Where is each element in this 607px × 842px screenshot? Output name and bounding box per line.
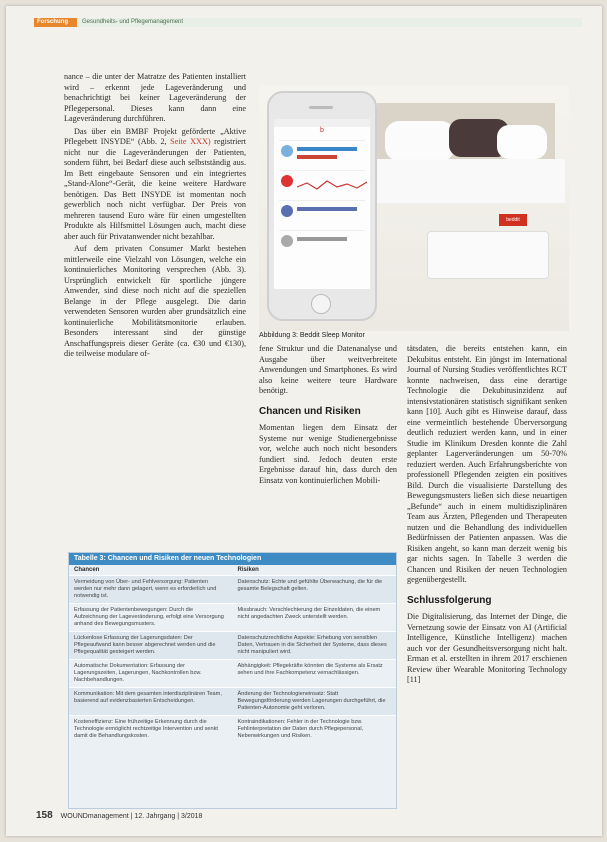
table-cell: Kontraindikationen: Fehler in der Technologie bzw. Fehlinterpretation der Daten durch Pflegepersonal, Nebenwirkungen und Risiken. bbox=[237, 719, 364, 739]
paragraph-text: registriert nicht nur die Lageveränderungen der Patienten, sondern führt, bei Bedarf diese auch selbstständig aus. Im Bett eingebaute Sensoren und ein integriertes „Stand-Alone“-Gerät, die keine weitere Hardware benötigen. Das Bett INSYDE ist momentan noch gewerblich noch nicht verfügbar. Der Preis von mehreren tausend Euro wäre für einen umgestellten Produkte als Hilfsmittel Lösungen auch, macht diese aber auch für Privatanwender nicht bezahlbar. bbox=[64, 137, 246, 241]
section-heading: Schlussfolgerung bbox=[407, 594, 492, 606]
table-cell: Lückenlose Erfassung der Lagerungsdaten: Der Pflegeaufwand kann besser abgerechnet werden und die Pflegequalität gesteigert werden. bbox=[74, 635, 216, 655]
paragraph: tätsdaten, die bereits entstehen kann, ein Dekubitus entsteht. Ein jüngst im International Journal of Nursing Studies veröffentlichtes RCT konnte nachweisen, dass eine derartige Technologie die Dekubitusinzidenz auf intensivstationären statistisch signifikant senken kann [10]. Auch gibt es Hinweise darauf, dass eine vermeintlich bestehende Überversorgung deutlich reduziert werden kann, und in einer Studie im Klinikum Dresden konnte die Zahl geplanter Lagerveränderungen um 50-70% reduziert werden. Auch Erfahrungsberichte von professionell Pflegenden zeigten ein positives Bild. Durch die visualisierte Darstellung des Bewegungsmusters ließen sich diese neuartigen „Befunde“ auch in einem multidisziplinären Team aus Ärzten, Pflegenden und Therapeuten nutzen und die Behandlung des individuellen Bedürfnissen der Patienten anpassen. Was die Risiken angeht, so kann man derzeit wenig bis gar nichts sagen. In Tabelle 3 werden die Chancen und Risiken der neuen Technologien gegenübergestellt. bbox=[407, 344, 567, 584]
paragraph-text: Das über ein BMBF Projekt geförderte „Aktive Pflegebett INSYDE“ (Abb. 2, bbox=[64, 126, 246, 146]
page-header bbox=[34, 18, 582, 27]
table-cell: Datenschutzrechtliche Aspekte: Erhebung von sensiblen Daten, Vertrauen in die Sicherheit der Systeme, dass dieses nicht manipuliert wird. bbox=[237, 635, 387, 655]
table-header bbox=[69, 565, 396, 575]
duvet bbox=[377, 159, 565, 203]
figure-caption: Abbildung 3: Beddit Sleep Monitor bbox=[259, 332, 365, 339]
heart-section bbox=[279, 170, 365, 197]
heart-icon bbox=[281, 175, 293, 187]
table-row bbox=[69, 631, 396, 659]
heart-rate-graph bbox=[297, 175, 367, 195]
breath-section bbox=[279, 200, 365, 227]
paragraph: Momentan liegen dem Einsatz der Systeme nur wenige Studienergebnisse vor, welche auch noch nicht besonders fundiert sind. Jedoch deuten erste Ergebnisse darauf hin, dass durch den Einsatz von kontinuierlichen Mobili- bbox=[259, 423, 397, 485]
moon-icon bbox=[281, 235, 293, 247]
app-screen bbox=[274, 119, 370, 289]
table-cell: Kommunikation: Mit dem gesamten interdisziplinären Team, basierend auf evidenzbasierten Entscheidungen. bbox=[74, 691, 222, 704]
table-cell: Datenschutz: Echte und gefühlte Überwachung, die für die gesamte Belegschaft gelten. bbox=[237, 579, 383, 592]
table-row bbox=[69, 603, 396, 631]
sleep-section bbox=[279, 140, 365, 167]
page-number: 158 bbox=[36, 810, 53, 821]
table-body bbox=[69, 575, 396, 743]
table-cell: Automatische Dokumentation: Erfassung der Lagerungszeiten, Lagerungen, Nachkontrollen bzw. Nachbehandlungen. bbox=[74, 663, 202, 683]
summary-section bbox=[279, 230, 365, 257]
table-cell: Vermeidung von Über- und Fehlversorgung: Patienten werden nur mehr dann gelagert, wenn es erforderlich und notwendig ist. bbox=[74, 579, 217, 599]
section-tag: Forschung bbox=[34, 18, 77, 27]
sleep-monitor-device bbox=[427, 231, 549, 279]
text-column-1 bbox=[64, 72, 246, 362]
reference-link[interactable]: Seite XXX) bbox=[170, 137, 211, 146]
breath-bar bbox=[297, 207, 357, 211]
journal-info: WOUNDmanagement | 12. Jahrgang | 3/2018 bbox=[60, 813, 203, 820]
paragraph: Auf dem privaten Consumer Markt bestehen mittlerweile eine Vielzahl von Lösungen, welche ein kontinuierliches Monitoring versprechen (Abb. 3). Ursprünglich entwickelt für sportliche jüngere Anwender, sind diese noch nicht auf die speziellen Belange in der Pflege ausgelegt. Die darin verwendeten Sensoren wurden aber grundsätzlich eine kontinuierliche Mobilitätsmonitorie erlauben. Besonders interessant sind der günstige Anschaffungspreis dieser Geräte (ca. €30 und €130), die teilweise modulare of- bbox=[64, 244, 246, 358]
table-row bbox=[69, 575, 396, 603]
sleep-bar bbox=[297, 147, 357, 151]
status-bar bbox=[274, 119, 370, 127]
column-header-chances: Chancen bbox=[74, 567, 100, 573]
cloud-icon bbox=[281, 145, 293, 157]
table-row bbox=[69, 687, 396, 715]
text-column-3 bbox=[407, 344, 567, 688]
paragraph: nance – die unter der Matratze des Patienten installiert wird – erkennt jede Lageveränderung und benachrichtigt bei keiner Lageveränderung der Pflegepersonal. Dieses kann dann eine Lageveränderung durchführen. bbox=[64, 72, 246, 123]
phone-speaker bbox=[309, 106, 333, 109]
sleep-bar bbox=[297, 155, 337, 159]
figure-beddit bbox=[259, 85, 569, 331]
lungs-icon bbox=[281, 205, 293, 217]
table-cell: Missbrauch: Verschlechterung der Einzeldaten, die einem nicht angedachten Zweck unterstellt werden. bbox=[237, 607, 381, 620]
table-title: Tabelle 3: Chancen und Risiken der neuen Technologien bbox=[69, 553, 396, 565]
page-footer bbox=[36, 810, 202, 821]
text-column-2 bbox=[259, 344, 397, 488]
paragraph: Die Digitalisierung, das Internet der Dinge, die Vernetzung sowie der Einsatz von AI (Artificial Intelligence, Künstliche Intelligenz) machen auch vor der Gesundheitsversorgung nicht halt. Erman et al. erstellten in ihrem 2017 erschienen Review über Wearable Monitoring Technology [11] bbox=[407, 612, 567, 684]
table-row bbox=[69, 659, 396, 687]
summary-bar bbox=[297, 237, 347, 241]
paragraph: fene Struktur und die Datenanalyse und Ausgabe über weitverbreitete Anwendungen und Smartphones. Es wird also keine weitere teure Hardware benötigt. bbox=[259, 344, 397, 395]
magazine-page bbox=[6, 6, 602, 836]
table-cell: Abhängigkeit: Pflegekräfte könnten die Systeme als Ersatz sehen und ihre Fachkompetenz vernachlässigen. bbox=[237, 663, 383, 676]
paragraph bbox=[64, 127, 246, 243]
table-cell: Änderung der Technologieneinsatz: Statt Bewegungsförderung werden Lagerungen durchgeführt, die Patienten-Autonomie geht verloren. bbox=[237, 691, 386, 711]
table-cell: Kosteneffizienz: Eine frühzeitige Erkennung durch die Technologie ermöglicht rechtzeitige Intervention und senkt damit die Behandlungskosten. bbox=[74, 719, 218, 739]
home-button bbox=[311, 294, 331, 314]
app-logo: b bbox=[320, 127, 324, 134]
header-title: Gesundheits- und Pflegemanagement bbox=[82, 19, 184, 25]
smartphone bbox=[267, 91, 377, 321]
pillow bbox=[497, 125, 547, 159]
pillow bbox=[385, 121, 455, 161]
section-heading: Chancen und Risiken bbox=[259, 405, 361, 417]
table-cell: Erfassung der Patientenbewegungen: Durch die Aufzeichnung der Lageveränderung, erfolgt eine Versorgung anhand des Bewegungsmusters. bbox=[74, 607, 224, 627]
column-header-risks: Risiken bbox=[237, 567, 259, 573]
device-label: beddit bbox=[499, 214, 527, 226]
table-row bbox=[69, 715, 396, 743]
table-chances-risks bbox=[68, 552, 397, 809]
